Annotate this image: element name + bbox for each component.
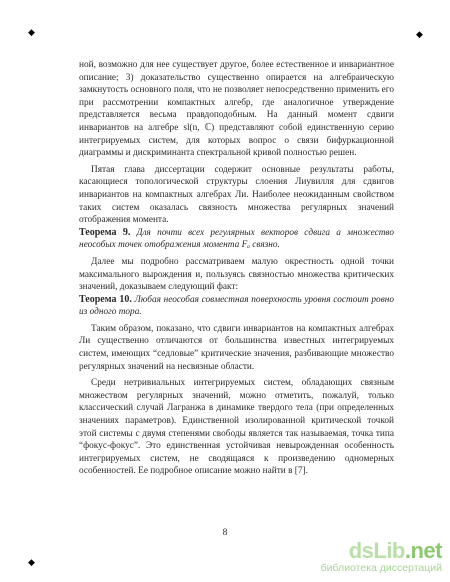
scan-mark-icon: ◆	[416, 30, 423, 40]
scan-mark-icon: ◆	[28, 558, 35, 568]
paragraph: Пятая глава диссертации содержит основные результаты работы, касающиеся топологической структуры слоения Лиувилля для сдвигов инвариантов на компактных алгебрах Ли. Наиболее неожиданным свойством таких систем оказалась связность множества регулярных значений отображения момента.	[79, 164, 394, 226]
scan-mark-icon: ◆	[28, 28, 35, 38]
theorem-statement: Для почти всех регулярных векторов сдвига a множество неособых точек отображения момента Fₐ связно.	[79, 227, 394, 251]
paragraph: Среди нетривиальных интегрируемых систем, обладающих связным множеством регулярных значений, можно отметить, пожалуй, только классический случай Лагранжа в динамике твердого тела (при определенных значениях параметров). Единственной изолированной критической точкой этой системы с двумя степенями свободы является так называемая, точка типа “фокус-фокус”. Это единственная устойчивая невырожденная особенность интегрируемых систем, не сводящаяся к произведению одномерных особенностей. Ее подробное описание можно найти в [7].	[79, 378, 394, 477]
watermark-subtitle: библиотека диссертаций	[320, 562, 442, 574]
page-number: 8	[222, 528, 228, 538]
watermark-tld: .net	[404, 538, 442, 563]
theorem-statement: Любая неособая совместная поверхность уровня состоит ровно из одного тора.	[79, 294, 394, 318]
watermark-brand: dsLib	[348, 538, 405, 563]
watermark-logo	[321, 540, 442, 562]
paragraph: ной, возможно для нее существует другое, более естественное и инвариантное описание; 3) доказательство существенно опирается на алгебраическую замкнутость основного поля, что не позволяет непосредственно применить его при рассмотрении компактных алгебр, где аналогичное утверждение представляется весьма правдоподобным. На данный момент сдвиги инвариантов на алгебре sl(n, ℂ) представляют собой единственную серию интегрируемых систем, для которых вопрос о связи бифуркационной диаграммы и дискриминанта спектральной кривой полностью решен.	[79, 60, 394, 159]
theorem-heading: Теорема 10.	[79, 293, 132, 305]
theorem-heading: Теорема 9.	[79, 226, 131, 238]
body-text	[79, 59, 394, 478]
paragraph: Таким образом, показано, что сдвиги инвариантов на компактных алгебрах Ли существенно отличаются от большинства известных интегрируемых систем, имеющих “седловые” критические значения, разбивающие множество регулярных значений на несвязные области.	[79, 323, 394, 372]
paragraph: Далее мы подробно рассматриваем малую окрестность одной точки максимального вырождения и, пользуясь связностью множества критических значений, доказываем следующий факт:	[79, 256, 394, 293]
theorem-9	[79, 227, 394, 252]
watermark	[321, 540, 442, 574]
theorem-10	[79, 294, 394, 319]
